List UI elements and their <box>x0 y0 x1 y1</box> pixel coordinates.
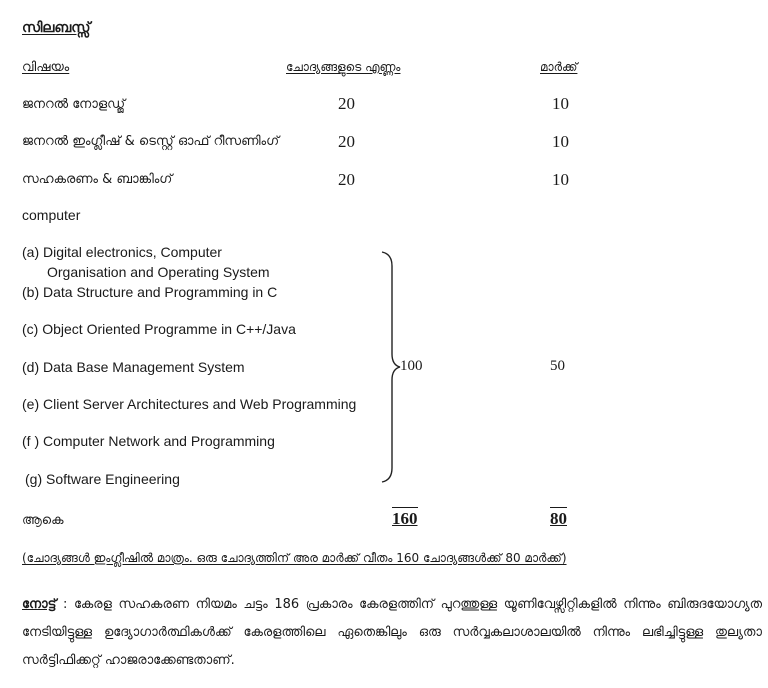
note-label: നോട്ട് <box>22 597 57 612</box>
total-marks: 80 <box>550 509 567 528</box>
row-marks: 10 <box>552 132 569 151</box>
row-questions: 20 <box>338 94 355 113</box>
topic-item: (a) Digital electronics, Computer <box>22 244 222 260</box>
note-separator: : <box>56 597 74 612</box>
row-subject: സഹകരണം & ബാങ്കിംഗ് <box>22 172 173 187</box>
total-questions: 160 <box>392 509 418 528</box>
computer-label: computer <box>22 207 81 223</box>
topic-item: (c) Object Oriented Programme in C++/Java <box>22 321 296 337</box>
header-question-count: ചോദ്യങ്ങളുടെ എണ്ണം <box>286 60 401 74</box>
note <box>22 591 762 675</box>
topic-item: (b) Data Structure and Programming in C <box>22 284 278 300</box>
note-text: കേരള സഹകരണ നിയമം ചട്ടം 186 പ്രകാരം കേരളത്തിന് പുറത്തുള്ള യൂണിവേഴ്സിറ്റികളിൽ നിന്നും ബിരുദയോഗ്യത നേടിയിട്ടുള്ള ഉദ്യോഗാർത്ഥികൾക്ക് കേരളത്തിലെ ഏതെങ്കിലും ഒരു സർവ്വകലാശാലയിൽ നിന്നും ലഭിച്ചിട്ടുള്ള തുല്യതാ സർട്ടിഫിക്കറ്റ് ഹാജരാക്കേണ്ടതാണ്. <box>22 597 762 668</box>
total-label: ആകെ <box>22 513 64 528</box>
topic-item: Organisation and Operating System <box>47 264 270 280</box>
topic-item: (f ) Computer Network and Programming <box>22 433 275 449</box>
row-marks: 10 <box>552 94 569 113</box>
topic-item: (d) Data Base Management System <box>22 359 245 375</box>
computer-questions: 100 <box>400 358 423 374</box>
computer-marks: 50 <box>550 358 565 374</box>
header-marks: മാർക്ക് <box>540 60 578 74</box>
row-subject: ജനറൽ നോളഡ്ജ് <box>22 97 126 112</box>
header-subject: വിഷയം <box>22 60 70 75</box>
page-title: സിലബസ്സ് <box>22 20 91 36</box>
row-questions: 20 <box>338 170 355 189</box>
remark: (ചോദ്യങ്ങൾ ഇംഗ്ലീഷിൽ മാത്രം. ഒരു ചോദ്യത്തിന് അര മാർക്ക് വീതം 160 ചോദ്യങ്ങൾക്ക് 80 മാർക്ക്) <box>22 551 567 565</box>
topic-item: (g) Software Engineering <box>25 471 180 487</box>
row-questions: 20 <box>338 132 355 151</box>
row-marks: 10 <box>552 170 569 189</box>
row-subject: ജനറൽ ഇംഗ്ലീഷ് & ടെസ്റ്റ് ഓഫ് റീസണിംഗ് <box>22 134 280 149</box>
topic-item: (e) Client Server Architectures and Web Programming <box>22 396 357 412</box>
